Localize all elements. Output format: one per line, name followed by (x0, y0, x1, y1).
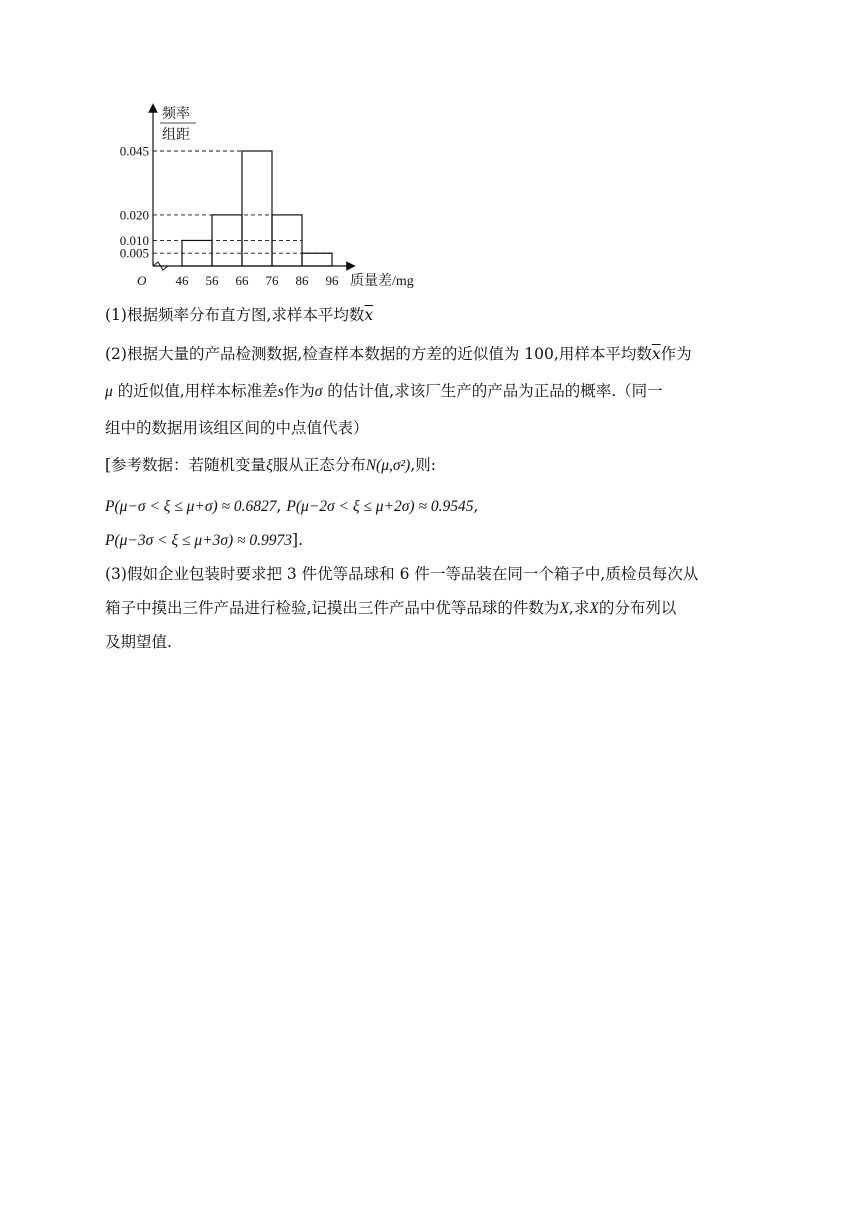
probability-separator: , (276, 497, 282, 515)
sample-mean-symbol: $\overline{x}$ (364, 306, 374, 324)
reference-text-a: [参考数据：若随机变量 (105, 456, 267, 474)
y-axis-label-bottom: 组距 (162, 128, 190, 143)
x-tick-label: 66 (235, 273, 249, 288)
sample-mean-symbol: $\overline{x}$ (651, 345, 661, 363)
reference-text-b: 服从正态分布 (272, 456, 366, 474)
reference-data-line (105, 455, 436, 476)
question-2-text-c: 的近似值,用样本标准差 (112, 382, 278, 400)
question-3-text-d: 的分布列以 (598, 599, 677, 617)
question-1-text: (1)根据频率分布直方图,求样本平均数 (105, 306, 365, 324)
x-tick-label: 46 (175, 273, 189, 288)
question-3-line-1 (105, 564, 698, 584)
probability-three-sigma: P(μ−3σ < ξ ≤ μ+3σ) ≈ 0.9973 (105, 532, 293, 549)
x-tick-label: 86 (295, 273, 309, 288)
question-3-text-c: ,求 (568, 599, 590, 617)
question-2-text-b: 作为 (660, 345, 692, 363)
question-3-line-3 (105, 632, 172, 652)
y-axis-label-top: 频率 (162, 107, 190, 122)
question-3-text-a: (3)假如企业包装时要求把 3 件优等品球和 6 件一等品装在同一个箱子中,质检员每次从 (105, 565, 699, 583)
histogram-bar (242, 151, 272, 266)
x-axis-label: 质量差/mg (350, 274, 414, 289)
probability-one-sigma: P(μ−σ < ξ ≤ μ+σ) ≈ 0.6827 (105, 498, 277, 515)
x-tick-label: 96 (325, 273, 339, 288)
x-tick-label: 56 (205, 273, 219, 288)
question-2-line-2 (105, 381, 663, 402)
probability-line-1 (105, 496, 478, 517)
x-tick-label: 76 (265, 273, 279, 288)
probability-two-sigma: P(μ−2σ < ξ ≤ μ+2σ) ≈ 0.9545 (286, 498, 474, 515)
question-2-text-f: 组中的数据用该组区间的中点值代表） (105, 419, 369, 437)
probability-separator: , (473, 497, 479, 515)
normal-distribution-notation: N(μ,σ²) (365, 457, 411, 474)
question-2-text-d: 作为 (283, 382, 315, 400)
probability-line-2 (105, 530, 303, 551)
s-symbol: s (277, 383, 284, 400)
question-2-text-e: 的估计值,求该厂生产的产品为正品的概率.（同一 (322, 382, 663, 400)
mu-symbol: μ (105, 383, 113, 400)
question-1 (105, 305, 373, 325)
y-tick-label: 0.010 (119, 232, 149, 248)
question-3-text-b: 箱子中摸出三件产品进行检验,记摸出三件产品中优等品球的件数为 (105, 599, 560, 617)
reference-close: ]. (292, 531, 304, 549)
origin-label: O (137, 273, 147, 288)
question-2-text-a: (2)根据大量的产品检测数据,检查样本数据的方差的近似值为 100,用样本平均数 (105, 345, 652, 363)
x-variable-symbol: X (559, 600, 569, 617)
xi-symbol: ξ (266, 457, 273, 474)
question-3-text-e: 及期望值. (105, 633, 172, 651)
question-3-line-2 (105, 598, 676, 619)
reference-text-c: ,则: (410, 456, 436, 474)
histogram-bar (302, 253, 332, 266)
y-tick-label: 0.020 (119, 207, 149, 223)
sigma-symbol: σ (314, 383, 323, 400)
question-2-line-1 (105, 344, 692, 364)
x-variable-symbol: X (589, 600, 599, 617)
y-tick-label: 0.045 (119, 143, 149, 159)
question-2-line-3 (105, 418, 369, 438)
y-tick-label: 0.005 (119, 245, 149, 261)
frequency-histogram (96, 96, 436, 296)
